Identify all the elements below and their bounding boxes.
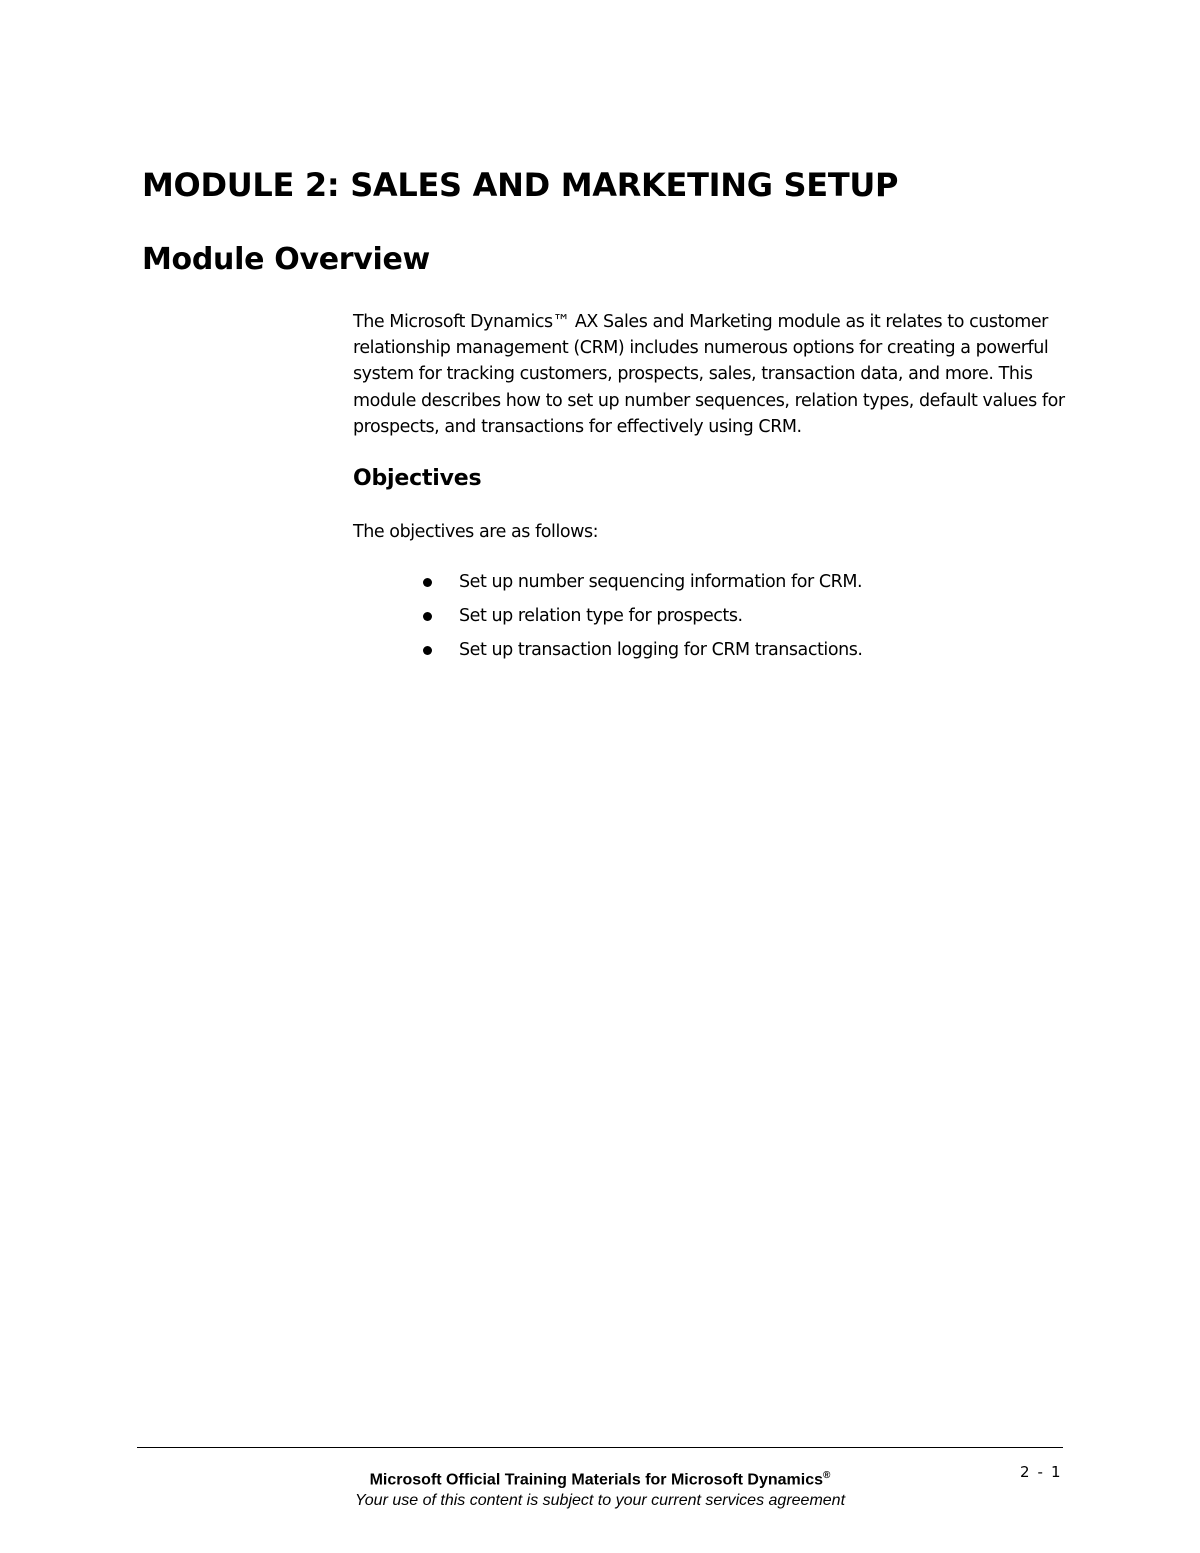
list-item — [423, 640, 1043, 674]
module-title: MODULE 2: SALES AND MARKETING SETUP — [142, 166, 899, 204]
footer-title-text: Microsoft Official Training Materials for Microsoft Dynamics — [369, 1471, 824, 1489]
registered-mark: ® — [823, 1470, 831, 1481]
objective-text: Set up relation type for prospects. — [459, 606, 743, 626]
objective-text: Set up number sequencing information for CRM. — [459, 572, 863, 592]
section-title: Module Overview — [142, 242, 430, 277]
list-item — [423, 606, 1043, 640]
body-column — [353, 309, 1073, 660]
footer-divider — [137, 1447, 1063, 1448]
list-item — [423, 572, 1043, 606]
footer-title — [137, 1470, 1063, 1489]
footer-note: Your use of this content is subject to your current services agreement — [354, 1492, 846, 1509]
objectives-list — [423, 572, 1043, 674]
objectives-heading: Objectives — [353, 466, 482, 491]
objective-text: Set up transaction logging for CRM transactions. — [459, 640, 863, 660]
bullet-icon — [423, 612, 432, 621]
objectives-intro: The objectives are as follows: — [353, 522, 599, 542]
bullet-icon — [423, 646, 432, 655]
intro-paragraph: The Microsoft Dynamics™ AX Sales and Marketing module as it relates to customer relationship management (CRM) includes numerous options for creating a powerful system for tracking customers, prospects, sales, transaction data, and more. This module describes how to set up number sequences, relation types, default values for prospects, and transactions for effectively using CRM. — [353, 312, 1065, 437]
page-number: 2-1 — [1020, 1463, 1069, 1481]
bullet-icon — [423, 578, 432, 587]
